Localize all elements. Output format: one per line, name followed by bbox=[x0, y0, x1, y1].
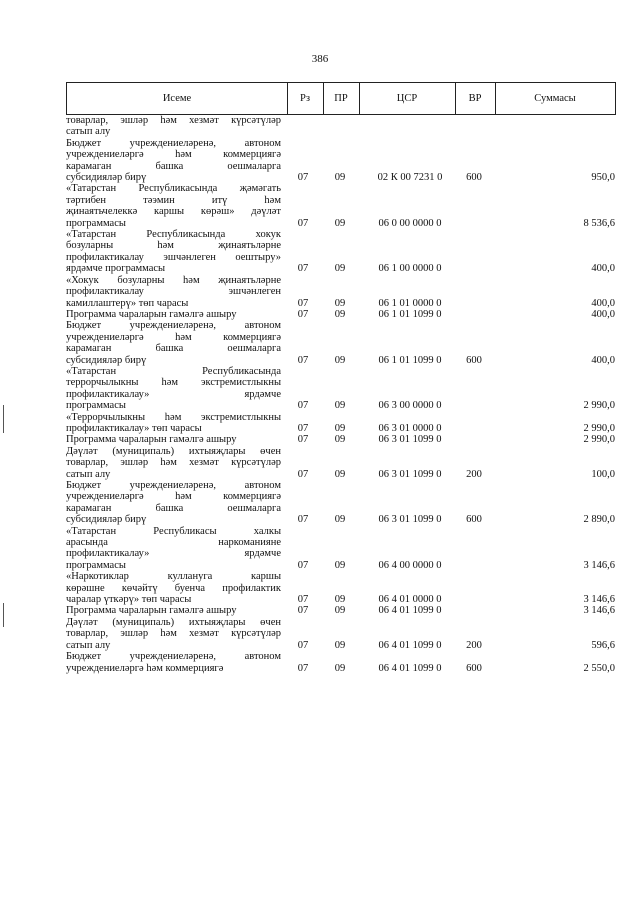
description-line: Бюджет учреждениеләренә, автоном bbox=[66, 320, 281, 332]
cell-sum: 2 990,0 bbox=[583, 434, 615, 446]
cell-csr: 06 4 01 1099 0 bbox=[378, 639, 442, 651]
row-description bbox=[66, 115, 281, 138]
cell-csr: 06 4 01 1099 0 bbox=[378, 605, 442, 617]
cell-rz: 07 bbox=[297, 594, 309, 606]
description-line: товарлар, эшләр һәм хезмәт күрсәтүләр bbox=[66, 457, 281, 469]
row-description bbox=[66, 309, 281, 320]
description-line: «Хокук бозуларны һәм җинаятьләрне bbox=[66, 274, 281, 286]
cell-rz: 07 bbox=[297, 514, 309, 526]
description-line: субсидияләр бирү bbox=[66, 514, 147, 526]
description-line: чаралар үткәрү» төп чарасы bbox=[66, 594, 192, 606]
description-line: арасында наркоманияне bbox=[66, 537, 281, 549]
description-line: программасы bbox=[66, 559, 126, 571]
table-row bbox=[66, 183, 616, 229]
description-line: профилактикалау эшчәнлеген bbox=[66, 286, 281, 298]
table-row bbox=[66, 309, 616, 320]
description-line: «Татарстан Республикасы халкы bbox=[66, 525, 281, 537]
cell-pr: 09 bbox=[334, 422, 346, 434]
cell-sum: 2 550,0 bbox=[583, 662, 615, 674]
cell-rz: 07 bbox=[297, 422, 309, 434]
row-description bbox=[66, 412, 281, 435]
row-description bbox=[66, 320, 281, 366]
cell-rz: 07 bbox=[297, 662, 309, 674]
description-line: камиллаштерү» төп чарасы bbox=[66, 297, 189, 309]
cell-csr: 06 3 00 0000 0 bbox=[378, 400, 442, 412]
row-description bbox=[66, 434, 281, 445]
cell-rz: 07 bbox=[297, 308, 309, 320]
cell-sum: 400,0 bbox=[591, 297, 615, 309]
cell-csr: 06 1 00 0000 0 bbox=[378, 263, 442, 275]
cell-csr: 06 0 00 0000 0 bbox=[378, 217, 442, 229]
description-line: Бюджет учреждениеләренә, автоном bbox=[66, 480, 281, 491]
cell-sum: 400,0 bbox=[591, 263, 615, 275]
table-body bbox=[66, 115, 616, 674]
cell-rz: 07 bbox=[297, 217, 309, 229]
table-row bbox=[66, 320, 616, 366]
description-line: карамаган башка оешмаларга bbox=[66, 502, 281, 514]
table-row bbox=[66, 651, 616, 674]
cell-csr: 06 1 01 1099 0 bbox=[378, 354, 442, 366]
description-line: субсидияләр бирү bbox=[66, 354, 147, 366]
table-row bbox=[66, 115, 616, 138]
cell-pr: 09 bbox=[334, 559, 346, 571]
cell-sum: 2 990,0 bbox=[583, 400, 615, 412]
row-description bbox=[66, 605, 281, 616]
cell-pr: 09 bbox=[334, 514, 346, 526]
description-line: ярдәмче программасы bbox=[66, 263, 166, 275]
description-line: сатып алу bbox=[66, 468, 111, 480]
header-csr: ЦСР bbox=[396, 93, 418, 104]
cell-pr: 09 bbox=[334, 297, 346, 309]
cell-pr: 09 bbox=[334, 263, 346, 275]
cell-csr: 06 4 01 0000 0 bbox=[378, 594, 442, 606]
description-line: программасы bbox=[66, 400, 126, 412]
table-row bbox=[66, 617, 616, 651]
cell-csr: 06 1 01 1099 0 bbox=[378, 308, 442, 320]
cell-rz: 07 bbox=[297, 468, 309, 480]
cell-csr: 06 3 01 1099 0 bbox=[378, 514, 442, 526]
header-name: Исеме bbox=[162, 93, 192, 104]
cell-pr: 09 bbox=[334, 434, 346, 446]
table-row bbox=[66, 526, 616, 572]
description-line: Бюджет учреждениеләренә, автоном bbox=[66, 651, 281, 663]
cell-pr: 09 bbox=[334, 468, 346, 480]
cell-sum: 100,0 bbox=[591, 468, 615, 480]
description-line: учреждениеләргә һәм коммерциягә bbox=[66, 149, 281, 161]
cell-pr: 09 bbox=[334, 639, 346, 651]
description-line: «Татарстан Республикасында хокук bbox=[66, 229, 281, 241]
row-description bbox=[66, 138, 281, 184]
table-row bbox=[66, 480, 616, 526]
cell-rz: 07 bbox=[297, 172, 309, 184]
cell-rz: 07 bbox=[297, 297, 309, 309]
row-description bbox=[66, 446, 281, 480]
table-row bbox=[66, 605, 616, 616]
margin-mark bbox=[3, 603, 4, 627]
description-line: учреждениеләргә һәм коммерциягә bbox=[66, 331, 281, 343]
description-line: «Татарстан Республикасында bbox=[66, 365, 281, 377]
cell-csr: 06 3 01 1099 0 bbox=[378, 468, 442, 480]
description-line: Бюджет учреждениеләренә, автоном bbox=[66, 137, 281, 149]
row-description bbox=[66, 526, 281, 572]
table-row bbox=[66, 366, 616, 412]
page-number: 386 bbox=[311, 53, 329, 65]
description-line: карамаган башка оешмаларга bbox=[66, 343, 281, 355]
cell-rz: 07 bbox=[297, 400, 309, 412]
row-description bbox=[66, 366, 281, 412]
header-pr: ПР bbox=[334, 93, 348, 104]
budget-table bbox=[66, 82, 616, 674]
cell-pr: 09 bbox=[334, 217, 346, 229]
description-line: субсидияләр бирү bbox=[66, 172, 147, 184]
cell-sum: 3 146,6 bbox=[583, 559, 615, 571]
table-row bbox=[66, 434, 616, 445]
description-line: тәртибен тәэмин итү һәм bbox=[66, 194, 281, 206]
description-line: бозуларны һәм җинаятьләрне bbox=[66, 240, 281, 252]
cell-rz: 07 bbox=[297, 434, 309, 446]
cell-vr: 600 bbox=[466, 514, 482, 526]
cell-sum: 2 890,0 bbox=[583, 514, 615, 526]
row-description bbox=[66, 480, 281, 526]
cell-sum: 400,0 bbox=[591, 308, 615, 320]
table-row bbox=[66, 275, 616, 309]
cell-sum: 400,0 bbox=[591, 354, 615, 366]
description-line: товарлар, эшләр һәм хезмәт күрсәтүләр bbox=[66, 115, 281, 126]
cell-csr: 02 К 00 7231 0 bbox=[377, 172, 443, 184]
cell-rz: 07 bbox=[297, 263, 309, 275]
cell-vr: 600 bbox=[466, 662, 482, 674]
description-line: җинаятьчелеккә каршы көрәш» дәүләт bbox=[66, 206, 281, 218]
cell-pr: 09 bbox=[334, 172, 346, 184]
description-line: «Татарстан Республикасында җәмәгать bbox=[66, 183, 281, 195]
cell-pr: 09 bbox=[334, 354, 346, 366]
header-rz: Рз bbox=[300, 93, 310, 104]
table-header bbox=[66, 82, 616, 115]
table-row bbox=[66, 412, 616, 435]
cell-csr: 06 4 00 0000 0 bbox=[378, 559, 442, 571]
table-row bbox=[66, 138, 616, 184]
description-line: «Наркотиклар куллануга каршы bbox=[66, 571, 281, 583]
description-line: Программа чараларын гамәлгә ашыру bbox=[66, 434, 237, 446]
description-line: көрәшне көчәйтү буенча профилактик bbox=[66, 582, 281, 594]
cell-sum: 950,0 bbox=[591, 172, 615, 184]
cell-sum: 3 146,6 bbox=[583, 605, 615, 617]
cell-vr: 200 bbox=[466, 468, 482, 480]
cell-sum: 8 536,6 bbox=[583, 217, 615, 229]
cell-pr: 09 bbox=[334, 308, 346, 320]
description-line: профилактикалау» төп чарасы bbox=[66, 422, 202, 434]
row-description bbox=[66, 183, 281, 229]
cell-rz: 07 bbox=[297, 354, 309, 366]
row-description bbox=[66, 651, 281, 674]
cell-vr: 200 bbox=[466, 639, 482, 651]
cell-rz: 07 bbox=[297, 639, 309, 651]
cell-csr: 06 3 01 1099 0 bbox=[378, 434, 442, 446]
cell-vr: 600 bbox=[466, 354, 482, 366]
row-description bbox=[66, 229, 281, 275]
cell-sum: 3 146,6 bbox=[583, 594, 615, 606]
table-row bbox=[66, 229, 616, 275]
row-description bbox=[66, 571, 281, 605]
cell-sum: 596,6 bbox=[591, 639, 615, 651]
table-row bbox=[66, 446, 616, 480]
description-line: сатып алу bbox=[66, 126, 111, 138]
cell-sum: 2 990,0 bbox=[583, 422, 615, 434]
description-line: Дәүләт (муниципаль) ихтыяҗлары өчен bbox=[66, 445, 281, 457]
description-line: учреждениеләргә һәм коммерциягә bbox=[66, 662, 224, 674]
cell-pr: 09 bbox=[334, 400, 346, 412]
description-line: профилактикалау» ярдәмче bbox=[66, 548, 281, 560]
description-line: товарлар, эшләр һәм хезмәт күрсәтүләр bbox=[66, 628, 281, 640]
cell-pr: 09 bbox=[334, 594, 346, 606]
cell-rz: 07 bbox=[297, 559, 309, 571]
description-line: сатып алу bbox=[66, 639, 111, 651]
description-line: программасы bbox=[66, 217, 126, 229]
header-sum: Суммасы bbox=[534, 93, 576, 104]
cell-pr: 09 bbox=[334, 605, 346, 617]
table-row bbox=[66, 571, 616, 605]
description-line: Дәүләт (муниципаль) ихтыяҗлары өчен bbox=[66, 616, 281, 628]
row-description bbox=[66, 275, 281, 309]
description-line: профилактикалау» ярдәмче bbox=[66, 388, 281, 400]
cell-vr: 600 bbox=[466, 172, 482, 184]
row-description bbox=[66, 617, 281, 651]
description-line: профилактикалау эшчәнлеген оештыру» bbox=[66, 251, 281, 263]
cell-rz: 07 bbox=[297, 605, 309, 617]
header-vr: ВР bbox=[468, 93, 482, 104]
margin-mark bbox=[3, 405, 4, 433]
cell-csr: 06 4 01 1099 0 bbox=[378, 662, 442, 674]
description-line: карамаган башка оешмаларга bbox=[66, 160, 281, 172]
cell-pr: 09 bbox=[334, 662, 346, 674]
description-line: учреждениеләргә һәм коммерциягә bbox=[66, 491, 281, 503]
description-line: Программа чараларын гамәлгә ашыру bbox=[66, 308, 237, 320]
cell-csr: 06 3 01 0000 0 bbox=[378, 422, 442, 434]
description-line: «Террорчылыкны һәм экстремистлыкны bbox=[66, 411, 281, 423]
description-line: Программа чараларын гамәлгә ашыру bbox=[66, 605, 237, 617]
cell-csr: 06 1 01 0000 0 bbox=[378, 297, 442, 309]
description-line: террорчылыкны һәм экстремистлыкны bbox=[66, 377, 281, 389]
